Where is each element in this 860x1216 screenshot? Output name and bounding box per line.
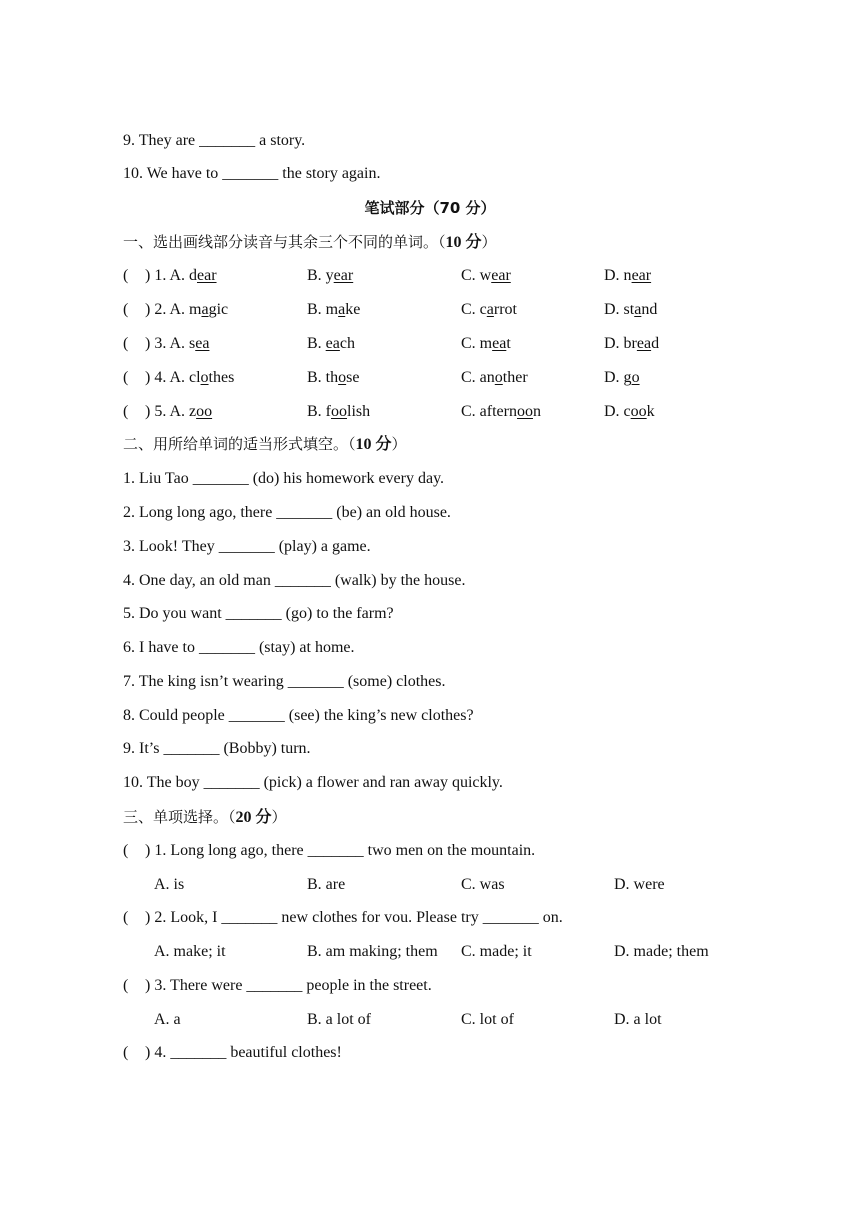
- phonics-option-c: C. carrot: [461, 301, 517, 318]
- mc-options: [0, 1010, 860, 1030]
- answer-paren[interactable]: (: [123, 403, 129, 420]
- mc-option-c[interactable]: C. was: [461, 876, 505, 893]
- fill-in-item: 2. Long long ago, there _______ (be) an old house.: [123, 504, 451, 521]
- phonics-row: [0, 402, 860, 422]
- answer-paren[interactable]: (: [123, 977, 129, 994]
- phonics-option-c: C. afternoon: [461, 403, 541, 420]
- mc-options: [0, 875, 860, 895]
- mc-option-d[interactable]: D. were: [614, 876, 665, 893]
- section2-points: 10 分: [355, 436, 392, 453]
- mc-option-b[interactable]: B. are: [307, 876, 346, 893]
- fill-in-item: 1. Liu Tao _______ (do) his homework every day.: [123, 470, 445, 487]
- answer-paren[interactable]: (: [123, 301, 129, 318]
- phonics-option-a: ) 5. A. zoo: [145, 403, 213, 420]
- section2-heading-end: ）: [391, 435, 407, 453]
- phonics-option-d: D. bread: [604, 335, 660, 352]
- phonics-option-d: D. near: [604, 267, 652, 284]
- mc-option-c[interactable]: C. made; it: [461, 943, 532, 960]
- listening-item-9: 9. They are _______ a story.: [123, 132, 306, 149]
- section1-heading-end: ）: [481, 233, 497, 251]
- section2-heading-text: 二、用所给单词的适当形式填空。（: [123, 435, 356, 453]
- answer-paren[interactable]: (: [123, 267, 129, 284]
- mc-option-b[interactable]: B. am making; them: [307, 943, 438, 960]
- section2-heading: [123, 434, 407, 454]
- mc-question: [0, 976, 860, 996]
- mc-question: [0, 1043, 860, 1063]
- phonics-option-c: C. wear: [461, 267, 511, 284]
- phonics-row: [0, 368, 860, 388]
- section3-heading: [123, 807, 287, 827]
- section3-heading-end: ）: [271, 808, 287, 826]
- mc-question-text: ) 2. Look, I _______ new clothes for vou. Please try _______ on.: [145, 909, 563, 926]
- mc-question: [0, 908, 860, 928]
- section1-heading: [123, 232, 497, 252]
- mc-question: [0, 841, 860, 861]
- mc-option-d[interactable]: D. made; them: [614, 943, 709, 960]
- phonics-row: [0, 334, 860, 354]
- phonics-row: [0, 300, 860, 320]
- mc-question-text: ) 1. Long long ago, there _______ two men on the mountain.: [145, 842, 536, 859]
- fill-in-item: 4. One day, an old man _______ (walk) by the house.: [123, 572, 466, 589]
- phonics-option-b: B. those: [307, 369, 360, 386]
- phonics-option-d: D. stand: [604, 301, 658, 318]
- fill-in-item: 10. The boy _______ (pick) a flower and ran away quickly.: [123, 774, 503, 791]
- mc-option-a[interactable]: A. make; it: [154, 943, 226, 960]
- phonics-row: [0, 266, 860, 286]
- phonics-option-d: D. go: [604, 369, 640, 386]
- phonics-option-b: B. make: [307, 301, 361, 318]
- phonics-option-c: C. meat: [461, 335, 511, 352]
- fill-in-item: 7. The king isn’t wearing _______ (some) clothes.: [123, 673, 446, 690]
- answer-paren[interactable]: (: [123, 909, 129, 926]
- mc-option-b[interactable]: B. a lot of: [307, 1011, 371, 1028]
- phonics-option-a: ) 3. A. sea: [145, 335, 210, 352]
- phonics-option-a: ) 1. A. dear: [145, 267, 217, 284]
- mc-option-a[interactable]: A. is: [154, 876, 185, 893]
- section1-points: 10 分: [445, 234, 482, 251]
- phonics-option-b: B. year: [307, 267, 354, 284]
- phonics-option-b: B. each: [307, 335, 355, 352]
- fill-in-item: 6. I have to _______ (stay) at home.: [123, 639, 355, 656]
- phonics-option-b: B. foolish: [307, 403, 371, 420]
- mc-question-text: ) 4. _______ beautiful clothes!: [145, 1044, 342, 1061]
- listening-item-10: 10. We have to _______ the story again.: [123, 165, 381, 182]
- mc-option-a[interactable]: A. a: [154, 1011, 181, 1028]
- answer-paren[interactable]: (: [123, 842, 129, 859]
- fill-in-item: 9. It’s _______ (Bobby) turn.: [123, 740, 311, 757]
- phonics-option-c: C. another: [461, 369, 528, 386]
- fill-in-item: 5. Do you want _______ (go) to the farm?: [123, 605, 394, 622]
- section3-heading-text: 三、单项选择。（: [123, 808, 236, 826]
- phonics-option-d: D. cook: [604, 403, 655, 420]
- mc-option-d[interactable]: D. a lot: [614, 1011, 662, 1028]
- section1-heading-text: 一、选出画线部分读音与其余三个不同的单词。（: [123, 233, 446, 251]
- phonics-option-a: ) 4. A. clothes: [145, 369, 235, 386]
- phonics-option-a: ) 2. A. magic: [145, 301, 229, 318]
- section3-points: 20 分: [235, 809, 272, 826]
- answer-paren[interactable]: (: [123, 369, 129, 386]
- written-part-title: 笔试部分（70 分）: [364, 199, 496, 217]
- mc-options: [0, 942, 860, 962]
- fill-in-item: 3. Look! They _______ (play) a game.: [123, 538, 371, 555]
- mc-option-c[interactable]: C. lot of: [461, 1011, 514, 1028]
- answer-paren[interactable]: (: [123, 335, 129, 352]
- fill-in-item: 8. Could people _______ (see) the king’s new clothes?: [123, 707, 474, 724]
- answer-paren[interactable]: (: [123, 1044, 129, 1061]
- mc-question-text: ) 3. There were _______ people in the street.: [145, 977, 432, 994]
